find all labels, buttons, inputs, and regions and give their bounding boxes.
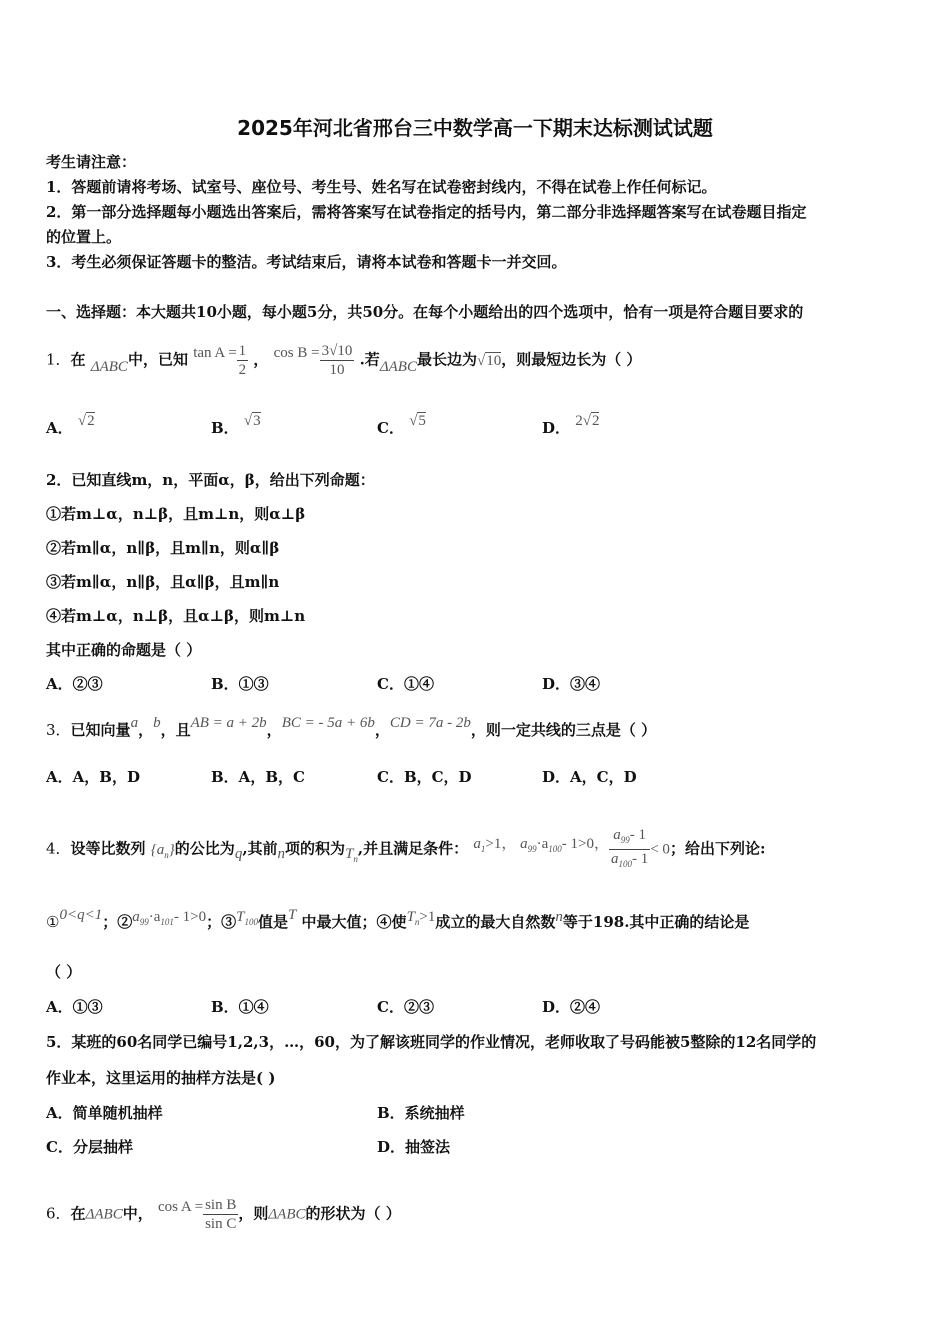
math-tan: tan A = (193, 344, 237, 361)
question-6: 6．在ΔABC中， cos A = $\frac{\text{sin B}}{\text{sin C}}$ ，则ΔABC的形状为（ ） (46, 1197, 401, 1232)
option-d[interactable]: D．抽签法 (377, 1138, 451, 1156)
option-b[interactable]: B．①④ (211, 998, 269, 1016)
proposition: ③若m∥α，n∥β，且α∥β，且m∥n (46, 573, 280, 591)
question-3: 3．已知向量a，b，且AB = a + 2b，BC = - 5a + 6b，CD = 7a - 2b，则一定共线的三点是（ ） (46, 715, 657, 739)
question-ask: 其中正确的命题是（ ） (46, 641, 202, 659)
math-triangle: ΔABC (90, 358, 128, 375)
notice-item: 的位置上。 (46, 228, 122, 246)
option-a[interactable]: A．②③ (46, 675, 103, 693)
option-a[interactable]: A．A，B，D (46, 768, 140, 786)
question-1: 1．在 ΔABC中，已知 tan A = $\frac{1}{2}$ ， cos B = $\frac{3√10}{10}$ .若ΔABC最长边为√10，则最短边长为（ ） (46, 343, 642, 378)
proposition: ②若m∥α，n∥β，且m∥n，则α∥β (46, 539, 280, 557)
option-d[interactable]: D．A，C，D (542, 768, 637, 786)
page-title: 2025年河北省邢台三中数学高一下期末达标测试试题 (237, 116, 713, 140)
question-5: 5．某班的60名同学已编号1,2,3，…，60，为了解该班同学的作业情况，老师收取了号码能被5整除的12名同学的 (46, 1033, 817, 1051)
option-c[interactable]: C．B，C，D (377, 768, 472, 786)
question-4: 4．设等比数列 $\{a_n\}$的公比为q,其前n项的积为$T_n$,并且满足条件： $a_1>1$， $a_{99}\cdot a_{100}-$ 1>0， $\frac{a_{99}- 1}{a_{100}- 1}$ < 0；给出下列论: (46, 826, 765, 873)
option-c[interactable]: C．①④ (377, 675, 434, 693)
option-c[interactable]: C．分层抽样 (46, 1138, 133, 1156)
math-cos: cos B = (273, 344, 320, 361)
notice-item: 1．答题前请将考场、试室号、座位号、考生号、姓名写在试卷密封线内，不得在试卷上作任何标记。 (46, 178, 717, 196)
notice-heading: 考生请注意： (46, 153, 137, 171)
question-number: 1． (46, 350, 71, 369)
option-b[interactable]: B．①③ (211, 675, 269, 693)
option-c[interactable]: C． √5 (377, 413, 426, 437)
question-4-paren: （ ） (46, 963, 82, 981)
math-fraction: $\frac{\text{sin B}}{\text{sin C}}$ (205, 1197, 237, 1232)
question-4-conclusions: ①0<q<1；$②a_{99}\cdot a_{101}-$ 1>0；$③T_{100}$值是T 中最大值；④使$T_n>1$成立的最大自然数n等于198.其中正确的结论是 (46, 907, 750, 931)
section-heading: 一、选择题：本大题共10小题，每小题5分，共50分。在每个小题给出的四个选项中，恰有一项是符合题目要求的 (46, 303, 804, 321)
proposition: ①若m⊥α，n⊥β，且m⊥n，则α⊥β (46, 505, 306, 523)
option-d[interactable]: D．③④ (542, 675, 601, 693)
math-fraction: $\frac{1}{2}$ (238, 343, 247, 378)
question-5-line2: 作业本，这里运用的抽样方法是( ) (46, 1069, 276, 1087)
math-fraction: $\frac{3√10}{10}$ (321, 343, 353, 378)
notice-item: 2．第一部分选择题每小题选出答案后，需将答案写在试卷指定的括号内，第二部分非选择题答案写在试卷题目指定 (46, 203, 807, 221)
option-b[interactable]: B． √3 (211, 413, 261, 437)
proposition: ④若m⊥α，n⊥β，且α⊥β，则m⊥n (46, 607, 306, 625)
option-a[interactable]: A． √2 (46, 413, 95, 437)
math-sqrt: √10 (476, 352, 502, 369)
math-fraction: $\frac{a_{99}- 1}{a_{100}- 1}$ (610, 827, 649, 869)
option-b[interactable]: B．A，B，C (211, 768, 305, 786)
option-d[interactable]: D．②④ (542, 998, 601, 1016)
question-2: 2．已知直线m，n，平面α，β，给出下列命题： (46, 471, 375, 489)
option-a[interactable]: A．①③ (46, 998, 103, 1016)
option-d[interactable]: D． 2√2 (542, 413, 600, 437)
option-a[interactable]: A．简单随机抽样 (46, 1104, 163, 1122)
option-c[interactable]: C．②③ (377, 998, 434, 1016)
option-b[interactable]: B．系统抽样 (377, 1104, 465, 1122)
notice-item: 3．考生必须保证答题卡的整洁。考试结束后，请将本试卷和答题卡一并交回。 (46, 253, 567, 271)
